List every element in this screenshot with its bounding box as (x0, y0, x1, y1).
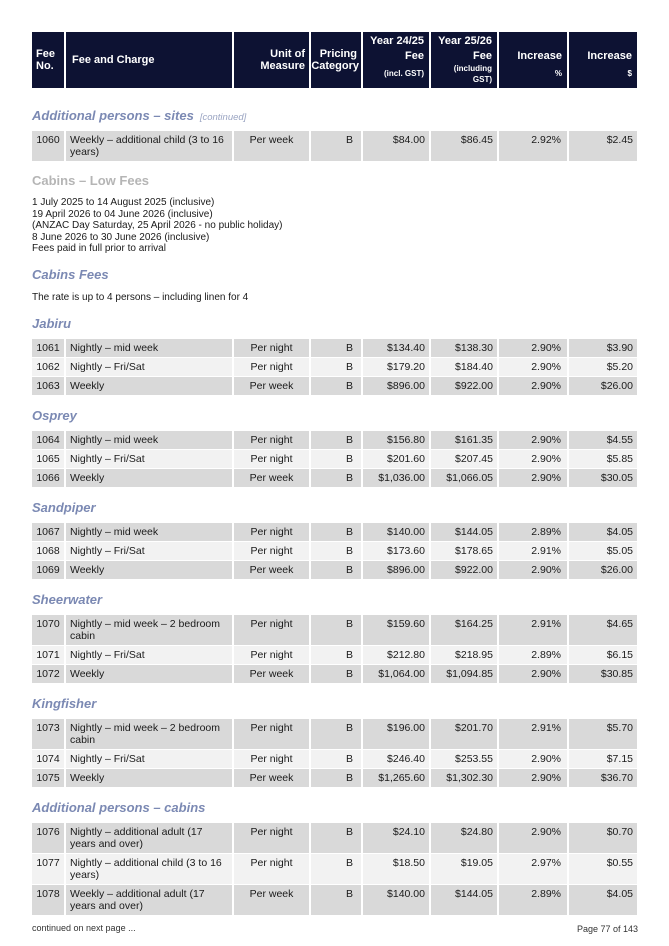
header-fee-2425: Year 24/25 Fee (incl. GST) (363, 32, 429, 88)
fee-description: Weekly (66, 561, 232, 579)
pricing-category: B (311, 561, 361, 579)
fee-2526: $144.05 (431, 523, 497, 541)
increase-dollar: $4.65 (569, 615, 637, 645)
table-row (32, 885, 638, 915)
unit-of-measure: Per night (234, 523, 309, 541)
unit-of-measure: Per night (234, 646, 309, 664)
pricing-category: B (311, 450, 361, 468)
fee-number: 1072 (32, 665, 64, 683)
fee-2425: $24.10 (363, 823, 429, 853)
fee-2425: $140.00 (363, 523, 429, 541)
fee-2425: $134.40 (363, 339, 429, 357)
section-title: Additional persons – sites [continued] (32, 108, 247, 123)
increase-percent: 2.90% (499, 358, 567, 376)
unit-of-measure: Per week (234, 665, 309, 683)
header-increase-dollar: Increase $ (569, 32, 637, 88)
unit-of-measure: Per night (234, 750, 309, 768)
section-jabiru (32, 316, 638, 395)
fee-number: 1075 (32, 769, 64, 787)
table-row (32, 769, 638, 787)
footer-page-number: Page 77 of 143 (576, 924, 638, 934)
unit-of-measure: Per week (234, 769, 309, 787)
fee-2425: $159.60 (363, 615, 429, 645)
pricing-category: B (311, 523, 361, 541)
table-row (32, 854, 638, 884)
fee-2526: $1,094.85 (431, 665, 497, 683)
fee-description: Nightly – additional child (3 to 16 years) (66, 854, 232, 884)
pricing-category: B (311, 646, 361, 664)
section-title: Cabins – Low Fees (32, 173, 150, 188)
increase-percent: 2.90% (499, 377, 567, 395)
pricing-category: B (311, 769, 361, 787)
fee-2526: $164.25 (431, 615, 497, 645)
unit-of-measure: Per night (234, 823, 309, 853)
fee-2526: $19.05 (431, 854, 497, 884)
fee-2526: $144.05 (431, 885, 497, 915)
fee-description: Weekly (66, 665, 232, 683)
fee-number: 1074 (32, 750, 64, 768)
fee-number: 1063 (32, 377, 64, 395)
fee-2526: $218.95 (431, 646, 497, 664)
header-increase-percent: Increase % (499, 32, 567, 88)
header-unit-of-measure: Unit of Measure (234, 32, 309, 88)
unit-of-measure: Per week (234, 885, 309, 915)
fee-number: 1073 (32, 719, 64, 749)
fee-description: Weekly (66, 377, 232, 395)
pricing-category: B (311, 469, 361, 487)
fee-number: 1068 (32, 542, 64, 560)
fee-2526: $161.35 (431, 431, 497, 449)
fee-2425: $1,265.60 (363, 769, 429, 787)
fee-schedule-page (32, 32, 638, 916)
fee-number: 1067 (32, 523, 64, 541)
pricing-category: B (311, 885, 361, 915)
fee-2526: $24.80 (431, 823, 497, 853)
unit-of-measure: Per week (234, 561, 309, 579)
unit-of-measure: Per night (234, 431, 309, 449)
section-title: Sandpiper (32, 500, 96, 515)
table-row (32, 719, 638, 749)
fee-2526: $86.45 (431, 131, 497, 161)
increase-percent: 2.90% (499, 469, 567, 487)
fee-description: Nightly – Fri/Sat (66, 358, 232, 376)
increase-dollar: $4.05 (569, 523, 637, 541)
fee-2425: $201.60 (363, 450, 429, 468)
pricing-category: B (311, 377, 361, 395)
section-title: Osprey (32, 408, 77, 423)
section-title: Jabiru (32, 316, 72, 331)
unit-of-measure: Per night (234, 542, 309, 560)
fee-number: 1066 (32, 469, 64, 487)
pricing-category: B (311, 823, 361, 853)
pricing-category: B (311, 854, 361, 884)
section-additional-cabins (32, 800, 638, 915)
increase-percent: 2.91% (499, 719, 567, 749)
fee-description: Weekly (66, 469, 232, 487)
unit-of-measure: Per week (234, 377, 309, 395)
section-title: Cabins Fees (32, 266, 109, 282)
table-row (32, 523, 638, 541)
date-ranges: 1 July 2025 to 14 August 2025 (inclusive) 19 April 2026 to 04 June 2026 (inclusive) (ANZAC Day Saturday, 25 April 2026 - no public holiday) 8 June 2026 to 30 June 2026 (inclusive) Fees paid in full prior to arrival (32, 197, 283, 254)
fee-2425: $140.00 (363, 885, 429, 915)
table-row (32, 131, 638, 161)
fee-2425: $1,064.00 (363, 665, 429, 683)
fee-number: 1077 (32, 854, 64, 884)
increase-percent: 2.90% (499, 450, 567, 468)
increase-dollar: $6.15 (569, 646, 637, 664)
pricing-category: B (311, 358, 361, 376)
table-row (32, 431, 638, 449)
fee-2425: $896.00 (363, 561, 429, 579)
fee-description: Nightly – mid week – 2 bedroom cabin (66, 719, 232, 749)
rows (32, 719, 638, 787)
rows (32, 823, 638, 915)
increase-dollar: $30.05 (569, 469, 637, 487)
fee-2425: $84.00 (363, 131, 429, 161)
increase-dollar: $7.15 (569, 750, 637, 768)
increase-percent: 2.90% (499, 561, 567, 579)
increase-dollar: $30.85 (569, 665, 637, 683)
fee-2526: $1,302.30 (431, 769, 497, 787)
fee-2425: $156.80 (363, 431, 429, 449)
fee-2526: $253.55 (431, 750, 497, 768)
table-row (32, 646, 638, 664)
increase-percent: 2.90% (499, 750, 567, 768)
unit-of-measure: Per night (234, 358, 309, 376)
increase-dollar: $5.20 (569, 358, 637, 376)
header-fee-2526: Year 25/26 Fee (including GST) (431, 32, 497, 88)
increase-dollar: $2.45 (569, 131, 637, 161)
section-osprey (32, 408, 638, 487)
fee-description: Weekly (66, 769, 232, 787)
increase-dollar: $5.85 (569, 450, 637, 468)
fee-number: 1064 (32, 431, 64, 449)
rows (32, 615, 638, 683)
fee-2526: $207.45 (431, 450, 497, 468)
pricing-category: B (311, 131, 361, 161)
section-kingfisher (32, 696, 638, 787)
pricing-category: B (311, 542, 361, 560)
section-title: Additional persons – cabins (32, 800, 206, 815)
fee-2425: $896.00 (363, 377, 429, 395)
table-row (32, 750, 638, 768)
section-cabins-fees: Cabins Fees The rate is up to 4 persons – including linen for 4 (32, 267, 638, 304)
section-title: Kingfisher (32, 696, 97, 711)
increase-percent: 2.89% (499, 646, 567, 664)
pricing-category: B (311, 750, 361, 768)
fee-description: Nightly – mid week – 2 bedroom cabin (66, 615, 232, 645)
unit-of-measure: Per night (234, 615, 309, 645)
fee-number: 1065 (32, 450, 64, 468)
increase-dollar: $3.90 (569, 339, 637, 357)
increase-dollar: $26.00 (569, 561, 637, 579)
table-header (32, 32, 638, 88)
fee-description: Nightly – mid week (66, 339, 232, 357)
fee-number: 1060 (32, 131, 64, 161)
increase-percent: 2.89% (499, 523, 567, 541)
pricing-category: B (311, 615, 361, 645)
fee-number: 1069 (32, 561, 64, 579)
increase-dollar: $5.70 (569, 719, 637, 749)
increase-percent: 2.89% (499, 885, 567, 915)
fee-number: 1061 (32, 339, 64, 357)
fee-2425: $179.20 (363, 358, 429, 376)
table-row (32, 339, 638, 357)
footer-continued: continued on next page ... (32, 923, 136, 933)
unit-of-measure: Per week (234, 131, 309, 161)
table-row (32, 615, 638, 645)
unit-of-measure: Per week (234, 469, 309, 487)
rows (32, 523, 638, 579)
increase-percent: 2.90% (499, 431, 567, 449)
pricing-category: B (311, 431, 361, 449)
fee-2526: $138.30 (431, 339, 497, 357)
fee-number: 1062 (32, 358, 64, 376)
unit-of-measure: Per night (234, 339, 309, 357)
rows (32, 431, 638, 487)
pricing-category: B (311, 665, 361, 683)
fee-description: Nightly – mid week (66, 431, 232, 449)
increase-dollar: $0.70 (569, 823, 637, 853)
increase-dollar: $5.05 (569, 542, 637, 560)
fee-number: 1070 (32, 615, 64, 645)
fee-2526: $201.70 (431, 719, 497, 749)
section-sandpiper (32, 500, 638, 579)
unit-of-measure: Per night (234, 719, 309, 749)
header-fee-and-charge: Fee and Charge (66, 32, 232, 88)
increase-percent: 2.90% (499, 339, 567, 357)
section-additional-sites (32, 108, 638, 161)
increase-dollar: $4.55 (569, 431, 637, 449)
fee-description: Nightly – Fri/Sat (66, 646, 232, 664)
section-title: Sheerwater (32, 592, 103, 607)
fee-number: 1071 (32, 646, 64, 664)
table-row (32, 358, 638, 376)
unit-of-measure: Per night (234, 450, 309, 468)
increase-percent: 2.90% (499, 823, 567, 853)
fee-description: Weekly – additional adult (17 years and over) (66, 885, 232, 915)
table-row (32, 469, 638, 487)
fee-2425: $196.00 (363, 719, 429, 749)
fee-number: 1078 (32, 885, 64, 915)
fee-2425: $173.60 (363, 542, 429, 560)
table-row (32, 542, 638, 560)
increase-percent: 2.91% (499, 615, 567, 645)
increase-dollar: $26.00 (569, 377, 637, 395)
fee-2425: $1,036.00 (363, 469, 429, 487)
table-row (32, 450, 638, 468)
table-row (32, 823, 638, 853)
increase-percent: 2.91% (499, 542, 567, 560)
pricing-category: B (311, 339, 361, 357)
table-row (32, 377, 638, 395)
rows (32, 339, 638, 395)
table-row (32, 561, 638, 579)
fee-2526: $1,066.05 (431, 469, 497, 487)
fee-description: Nightly – mid week (66, 523, 232, 541)
increase-percent: 2.90% (499, 769, 567, 787)
increase-dollar: $0.55 (569, 854, 637, 884)
rows (32, 131, 638, 161)
fee-description: Nightly – Fri/Sat (66, 542, 232, 560)
fee-description: Nightly – additional adult (17 years and over) (66, 823, 232, 853)
header-fee-no: Fee No. (32, 32, 64, 88)
increase-dollar: $36.70 (569, 769, 637, 787)
fee-2425: $18.50 (363, 854, 429, 884)
fee-description: Weekly – additional child (3 to 16 years) (66, 131, 232, 161)
pricing-category: B (311, 719, 361, 749)
section-cabins-low-fees (32, 173, 638, 255)
header-pricing-category: Pricing Category (311, 32, 361, 88)
table-row (32, 665, 638, 683)
increase-percent: 2.97% (499, 854, 567, 884)
fee-2425: $246.40 (363, 750, 429, 768)
fee-2526: $178.65 (431, 542, 497, 560)
fee-number: 1076 (32, 823, 64, 853)
fee-2526: $922.00 (431, 377, 497, 395)
increase-percent: 2.90% (499, 665, 567, 683)
increase-dollar: $4.05 (569, 885, 637, 915)
fee-2425: $212.80 (363, 646, 429, 664)
fee-2526: $184.40 (431, 358, 497, 376)
section-sheerwater (32, 592, 638, 683)
fee-description: Nightly – Fri/Sat (66, 450, 232, 468)
increase-percent: 2.92% (499, 131, 567, 161)
fee-2526: $922.00 (431, 561, 497, 579)
fee-description: Nightly – Fri/Sat (66, 750, 232, 768)
unit-of-measure: Per night (234, 854, 309, 884)
